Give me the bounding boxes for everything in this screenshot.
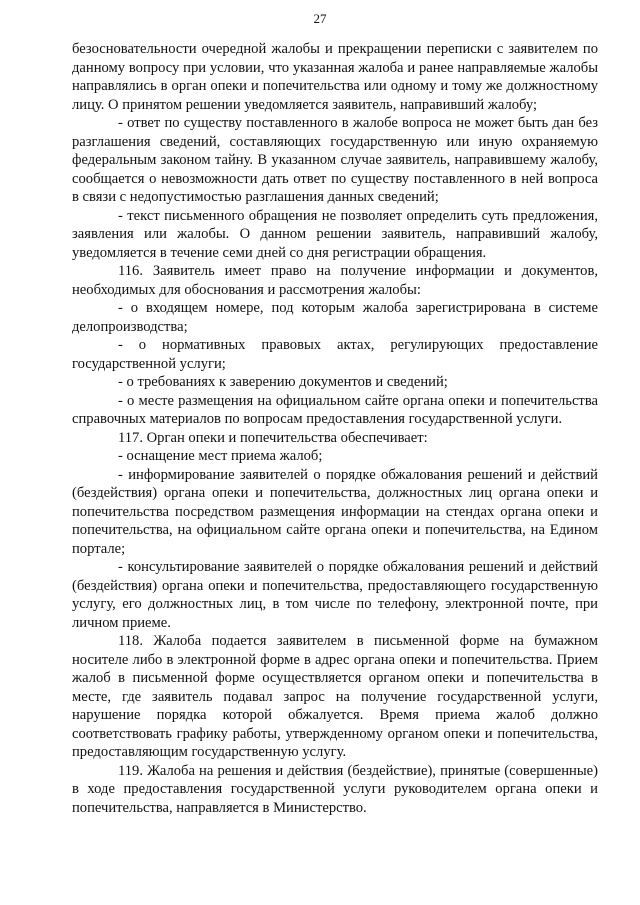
paragraph: - консультирование заявителей о порядке обжалования решений и действий (бездействия) органа опеки и попечительства, предоставляющего государственную услугу, его должностных лиц, в том числе по телефону, электронной почте, при личном приеме. [72, 559, 598, 631]
paragraph: 117. Орган опеки и попечительства обеспечивает: [118, 429, 428, 446]
paragraph: - ответ по существу поставленного в жалобе вопроса не может быть дан без разглашения сведений, составляющих государственную или иную охраняемую федеральным законом тайну. В указанном случае заявитель, направившему жалобу, сообщается о невозможности дать ответ по существу поставленного в ней вопроса в связи с недопустимостью разглашения данных сведений; [72, 115, 598, 205]
paragraph: 116. Заявитель имеет право на получение информации и документов, необходимых для обоснования и рассмотрения жалобы: [72, 263, 598, 298]
paragraph: безосновательности очередной жалобы и прекращении переписки с заявителем по данному вопросу при условии, что указанная жалоба и ранее направляемые жалобы направлялись в орган опеки и попечительства или одному и тому же должностному лицу. О принятом решении уведомляется заявитель, направивший жалобу; [72, 41, 598, 113]
paragraph: - информирование заявителей о порядке обжалования решений и действий (бездействия) органа опеки и попечительства, должностных лиц органа опеки и попечительства посредством размещения информации на стендах органа опеки и попечительства, на официальном сайте органа опеки и попечительства, на Едином портале; [72, 466, 598, 557]
paragraph: - о требованиях к заверению документов и сведений; [118, 374, 448, 390]
paragraph: 118. Жалоба подается заявителем в письменной форме на бумажном носителе либо в электронной форме в адрес органа опеки и попечительства. Прием жалоб в письменной форме осуществляется органом опеки и попечительства в месте, где заявитель подавал запрос на получение государственной услуги, нарушение порядка которой обжалуется. Время приема жалоб должно соответствовать графику работы, утвержденному органом опеки и попечительства, предоставляющим государственную услугу. [72, 633, 598, 760]
paragraph: - текст письменного обращения не позволяет определить суть предложения, заявления или жалобы. О данном решении заявитель, направивший жалобу, уведомляется в течение семи дней со дня регистрации обращения. [72, 207, 598, 261]
paragraph: - о входящем номере, под которым жалоба зарегистрирована в системе делопроизводства; [72, 300, 598, 335]
paragraph: 119. Жалоба на решения и действия (бездействие), принятые (совершенные) в ходе предоставления государственной услуги руководителем органа опеки и попечительства, направляется в Министерство. [72, 762, 598, 816]
paragraph: - оснащение мест приема жалоб; [118, 448, 323, 464]
document-body [72, 40, 598, 817]
page-number: 27 [313, 11, 327, 26]
paragraph: - о нормативных правовых актах, регулирующих предоставление государственной услуги; [72, 337, 598, 372]
paragraph: - о месте размещения на официальном сайте органа опеки и попечительства справочных материалов по вопросам предоставления государственной услуги. [72, 392, 598, 427]
